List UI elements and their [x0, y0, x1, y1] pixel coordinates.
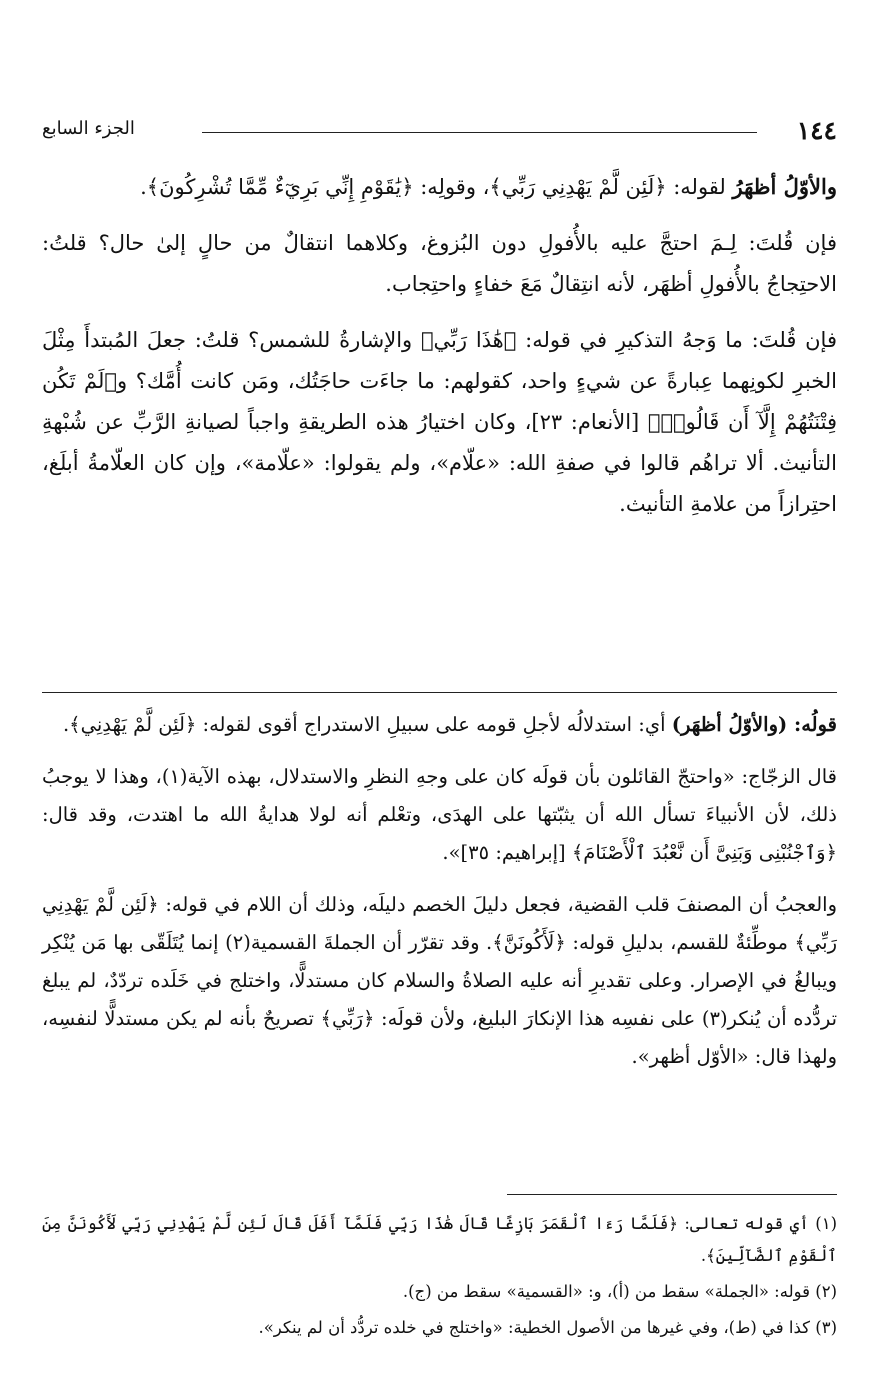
commentary-paragraph: قال الزجّاج: «واحتجّ القائلون بأن قولَه كان على وجهِ النظرِ والاستدلال، بهذه الآية(١)، وهذا لا يوجبُ ذلك، لأن الأنبياءَ تسأل الله أن يثبّتها على الهدَى، وتعْلم أنه لولا هدايةُ الله ما اهتدت، وقد قال: ﴿وَٱجْنُبْنِى وَبَنِىَّ أَن نَّعْبُدَ ٱلْأَصْنَامَ﴾ [إبراهيم: ٣٥]».: [42, 765, 837, 864]
running-head: [42, 116, 837, 148]
part-title: الجزء السابع: [42, 118, 135, 139]
commentary-text: [42, 706, 837, 1090]
commentary-lead: قولُه: (والأوّلُ أظهَر): [671, 713, 837, 736]
footnote: (٣) كذا في (ط)، وفي غيرها من الأصول الخطية: «واختلج في خلده تردُّد أن لم ينكر».: [258, 1318, 837, 1337]
main-paragraph: فإن قُلتَ: لِـمَ احتجَّ عليه بالأُفولِ دون البُزوغ، وكلاهما انتقالٌ من حالٍ إلىٰ حال؟ قلتُ: الاحتِجاجُ بالأُفولِ أظهَر، لأنه انتِقالٌ مَعَ خفاءٍ واحتِجاب.: [42, 231, 837, 296]
lemma-lead: والأوّلُ أظهَرُ: [732, 174, 837, 199]
book-page: [42, 100, 837, 1353]
commentary-paragraph: قولُه: (والأوّلُ أظهَر) أي: استدلالُه لأجلِ قومه على سبيلِ الاستدراج أقوى لقوله: ﴿لَئِن لَّمْ يَهْدِنِي﴾.: [62, 713, 837, 736]
footnote: (١) أي قوله تعالى: ﴿فَلَمَّا رَءَا ٱلْقَمَرَ بَازِغًا قَالَ هَٰذَا رَبِّي فَلَمَّآ أَفَلَ قَالَ لَئِن لَّمْ يَهْدِنِي رَبِّي لَأَكُونَنَّ مِنَ ٱلْقَوْمِ ٱلضَّآلِّينَ﴾.: [42, 1214, 837, 1265]
main-paragraph: فإن قُلتَ: ما وَجهُ التذكيرِ في قوله: ﴿هَٰذَا رَبِّي﴾ والإشارةُ للشمس؟ قلتُ: جعلَ المُبتدأَ مِثْلَ الخبرِ لكونِهما عِبارةً عن شيءٍ واحد، كقولهم: ما جاءَت حاجَتُك، ومَن كانت أُمَّك؟ و﴿لَمْ تَكُن فِتْنَتُهُمْ إِلَّآ أَن قَالُوا۟﴾ [الأنعام: ٢٣]، وكان اختيارُ هذه الطريقةِ واجباً لصيانةِ الرَّبِّ عن شُبْهةِ التأنيث. ألا تراهُم قالوا في صفةِ الله: «علّام»، ولم يقولوا: «علّامة»، وإن كان العلّامةُ أبلَغ، احتِرازاً من علامةِ التأنيث.: [42, 328, 837, 516]
footnote-separator: [507, 1194, 837, 1195]
text-commentary-separator: [42, 692, 837, 693]
page-number: ١٤٤: [796, 116, 837, 145]
main-paragraph: والأوّلُ أظهَرُ لقوله: ﴿لَئِن لَّمْ يَهْدِنِي رَبِّي﴾، وقولِه: ﴿يَٰقَوْمِ إِنِّي بَرِيٓءٌ مِّمَّا تُشْرِكُونَ﴾.: [140, 174, 837, 199]
footnote: (٢) قوله: «الجملة» سقط من (أ)، و: «القسمية» سقط من (ج).: [402, 1282, 837, 1301]
header-rule: [202, 132, 757, 133]
footnotes: [42, 1208, 837, 1348]
main-text: [42, 166, 837, 540]
commentary-paragraph: والعجبُ أن المصنفَ قلب القضية، فجعل دليلَ الخصم دليلَه، وذلك أن اللام في قوله: ﴿لَئِن لَّمْ يَهْدِنِي رَبِّي﴾ موطِّئةٌ للقسم، بدليلِ قوله: ﴿لَأَكُونَنَّ﴾. وقد تقرّر أن الجملةَ القسمية(٢) إنما يُتَلَقّى بها مَن يُنْكِر ويبالغُ في الإصرار. وعلى تقديرِ أنه عليه الصلاةُ والسلام كان مستدلًّا، واختلج في خَلَده تردّدٌ، لم يبلغ تردُّده أن يُنكر(٣) على نفسِه هذا الإنكارَ البليغ، ولأن قولَه: ﴿رَبِّي﴾ تصريحٌ بأنه لم يكن مستدلًّا لنفسِه، ولهذا قال: «الأوّل أظهر».: [42, 893, 838, 1068]
